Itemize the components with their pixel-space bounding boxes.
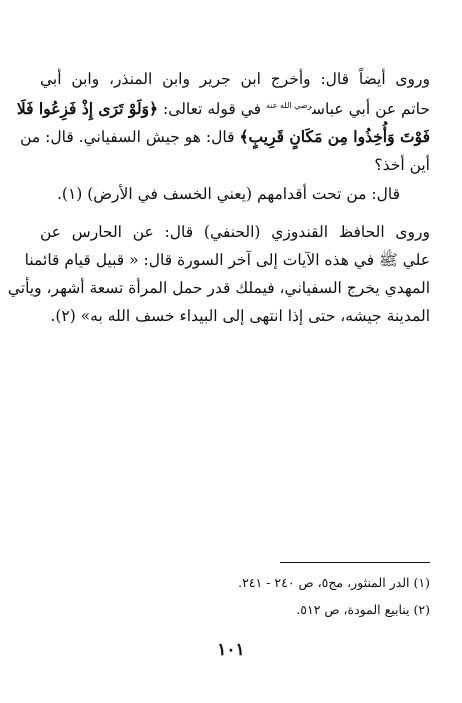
- paragraph-3-line-1: وروى الحافظ القندوزي (الحنفي) قال: عن الحارس عن: [40, 223, 430, 241]
- paragraph-1-line-2: [16, 99, 430, 118]
- paragraph-2-line-1: قال: من تحت أقدامهم (يعني الخسف في الأرض) (١).: [56, 185, 400, 203]
- quran-verse-part-2: فَوْتَ وَأُخِذُوا مِن مَكَانٍ قَرِيبٍ﴾: [239, 127, 430, 146]
- footnote-1: (١) الدر المنثور، مج٥، ص ٢٤٠ - ٢٤١.: [238, 575, 430, 590]
- paragraph-1-line-3: [20, 127, 430, 146]
- quran-verse-part-1: ﴿وَلَوْ تَرَى إِذْ فَزِعُوا فَلَا: [16, 99, 159, 118]
- paragraph-3-line-2: علي ﷺ في هذه الآيات إلى آخر السورة قال: « قبيل قيام قائمنا: [24, 251, 430, 269]
- honorific-ligature: رضي الله عنه: [266, 100, 313, 110]
- verse-commentary: قال: هو جيش السفياني. قال: من: [20, 128, 240, 146]
- verse-intro: في قوله تعالى:: [158, 100, 266, 118]
- footnote-2: (٢) ينابيع المودة، ص ٥١٢.: [296, 602, 430, 617]
- narrator-name: حاتم عن أبي عباس: [312, 100, 430, 118]
- footnote-divider: [280, 562, 430, 563]
- paragraph-3-line-3: المهدي يخرج السفياني، فيملك قدر حمل المرأة تسعة أشهر، ويأتي: [7, 279, 430, 297]
- paragraph-3-line-4: المدينة جيشه، حتى إذا انتهى إلى البيداء خسف الله به» (٢).: [50, 307, 430, 325]
- paragraph-1-line-1: وروى أيضاً قال: وأخرج ابن جرير وابن المنذر، وابن أبي: [40, 70, 430, 88]
- paragraph-1-line-4: أين أخذ؟: [374, 156, 430, 174]
- page-number: ١٠١: [217, 640, 245, 660]
